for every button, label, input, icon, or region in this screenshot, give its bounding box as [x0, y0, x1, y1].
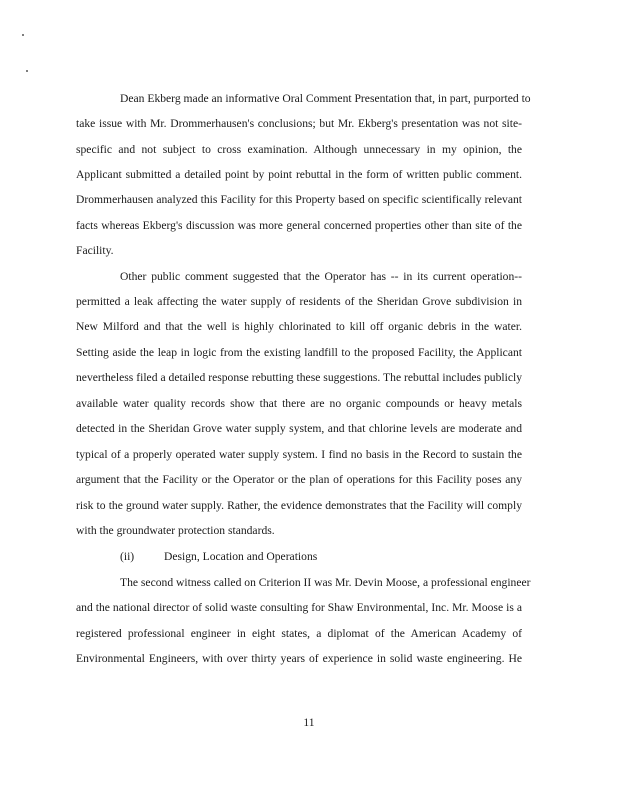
paragraph-2-line: Other public comment suggested that the Operator has -- in its current operation--	[120, 270, 522, 283]
paragraph-2-line: typical of a properly operated water supply system. I find no basis in the Record to sustain the	[76, 448, 522, 461]
page-number: 11	[303, 716, 315, 729]
paragraph-2-line: risk to the ground water supply. Rather, the evidence demonstrates that the Facility will comply	[76, 499, 522, 512]
section-heading-title: Design, Location and Operations	[164, 550, 318, 563]
paragraph-2-line: nevertheless filed a detailed response rebutting these suggestions. The rebuttal includes publicly	[76, 371, 522, 384]
paragraph-2-line: with the groundwater protection standards.	[76, 524, 275, 537]
paragraph-2-line: Setting aside the leap in logic from the existing landfill to the proposed Facility, the Applicant	[76, 346, 522, 359]
paragraph-3-line: The second witness called on Criterion II was Mr. Devin Moose, a professional engineer	[120, 576, 531, 589]
paragraph-1-line: Dean Ekberg made an informative Oral Comment Presentation that, in part, purported to	[120, 92, 531, 105]
paragraph-2-line: detected in the Sheridan Grove water supply system, and that chlorine levels are moderate and	[76, 422, 522, 435]
scan-speck	[26, 70, 28, 72]
paragraph-1-line: take issue with Mr. Drommerhausen's conclusions; but Mr. Ekberg's presentation was not site-	[76, 117, 522, 130]
paragraph-2-line: available water quality records show that there are no organic compounds or heavy metals	[76, 397, 522, 410]
paragraph-1-line: Facility.	[76, 244, 114, 257]
scan-speck	[22, 34, 24, 36]
paragraph-2-line: argument that the Facility or the Operator or the plan of operations for this Facility poses any	[76, 473, 522, 486]
paragraph-3-line: and the national director of solid waste consulting for Shaw Environmental, Inc. Mr. Moose is a	[76, 601, 522, 614]
section-heading	[120, 550, 317, 564]
paragraph-3-line: Environmental Engineers, with over thirty years of experience in solid waste engineering. He	[76, 652, 522, 665]
section-heading-number: (ii)	[120, 550, 135, 563]
paragraph-1-line: Applicant submitted a detailed point by point rebuttal in the form of written public comment.	[76, 168, 522, 181]
paragraph-1-line: facts whereas Ekberg's discussion was more general concerned properties other than site of the	[76, 219, 522, 232]
paragraph-1-line: specific and not subject to cross examination. Although unnecessary in my opinion, the	[76, 143, 522, 156]
paragraph-3-line: registered professional engineer in eight states, a diplomat of the American Academy of	[76, 627, 522, 640]
paragraph-2-line: permitted a leak affecting the water supply of residents of the Sheridan Grove subdivision in	[76, 295, 522, 308]
paragraph-2-line: New Milford and that the well is highly chlorinated to kill off organic debris in the water.	[76, 320, 522, 333]
paragraph-1-line: Drommerhausen analyzed this Facility for this Property based on specific scientifically relevant	[76, 193, 522, 206]
